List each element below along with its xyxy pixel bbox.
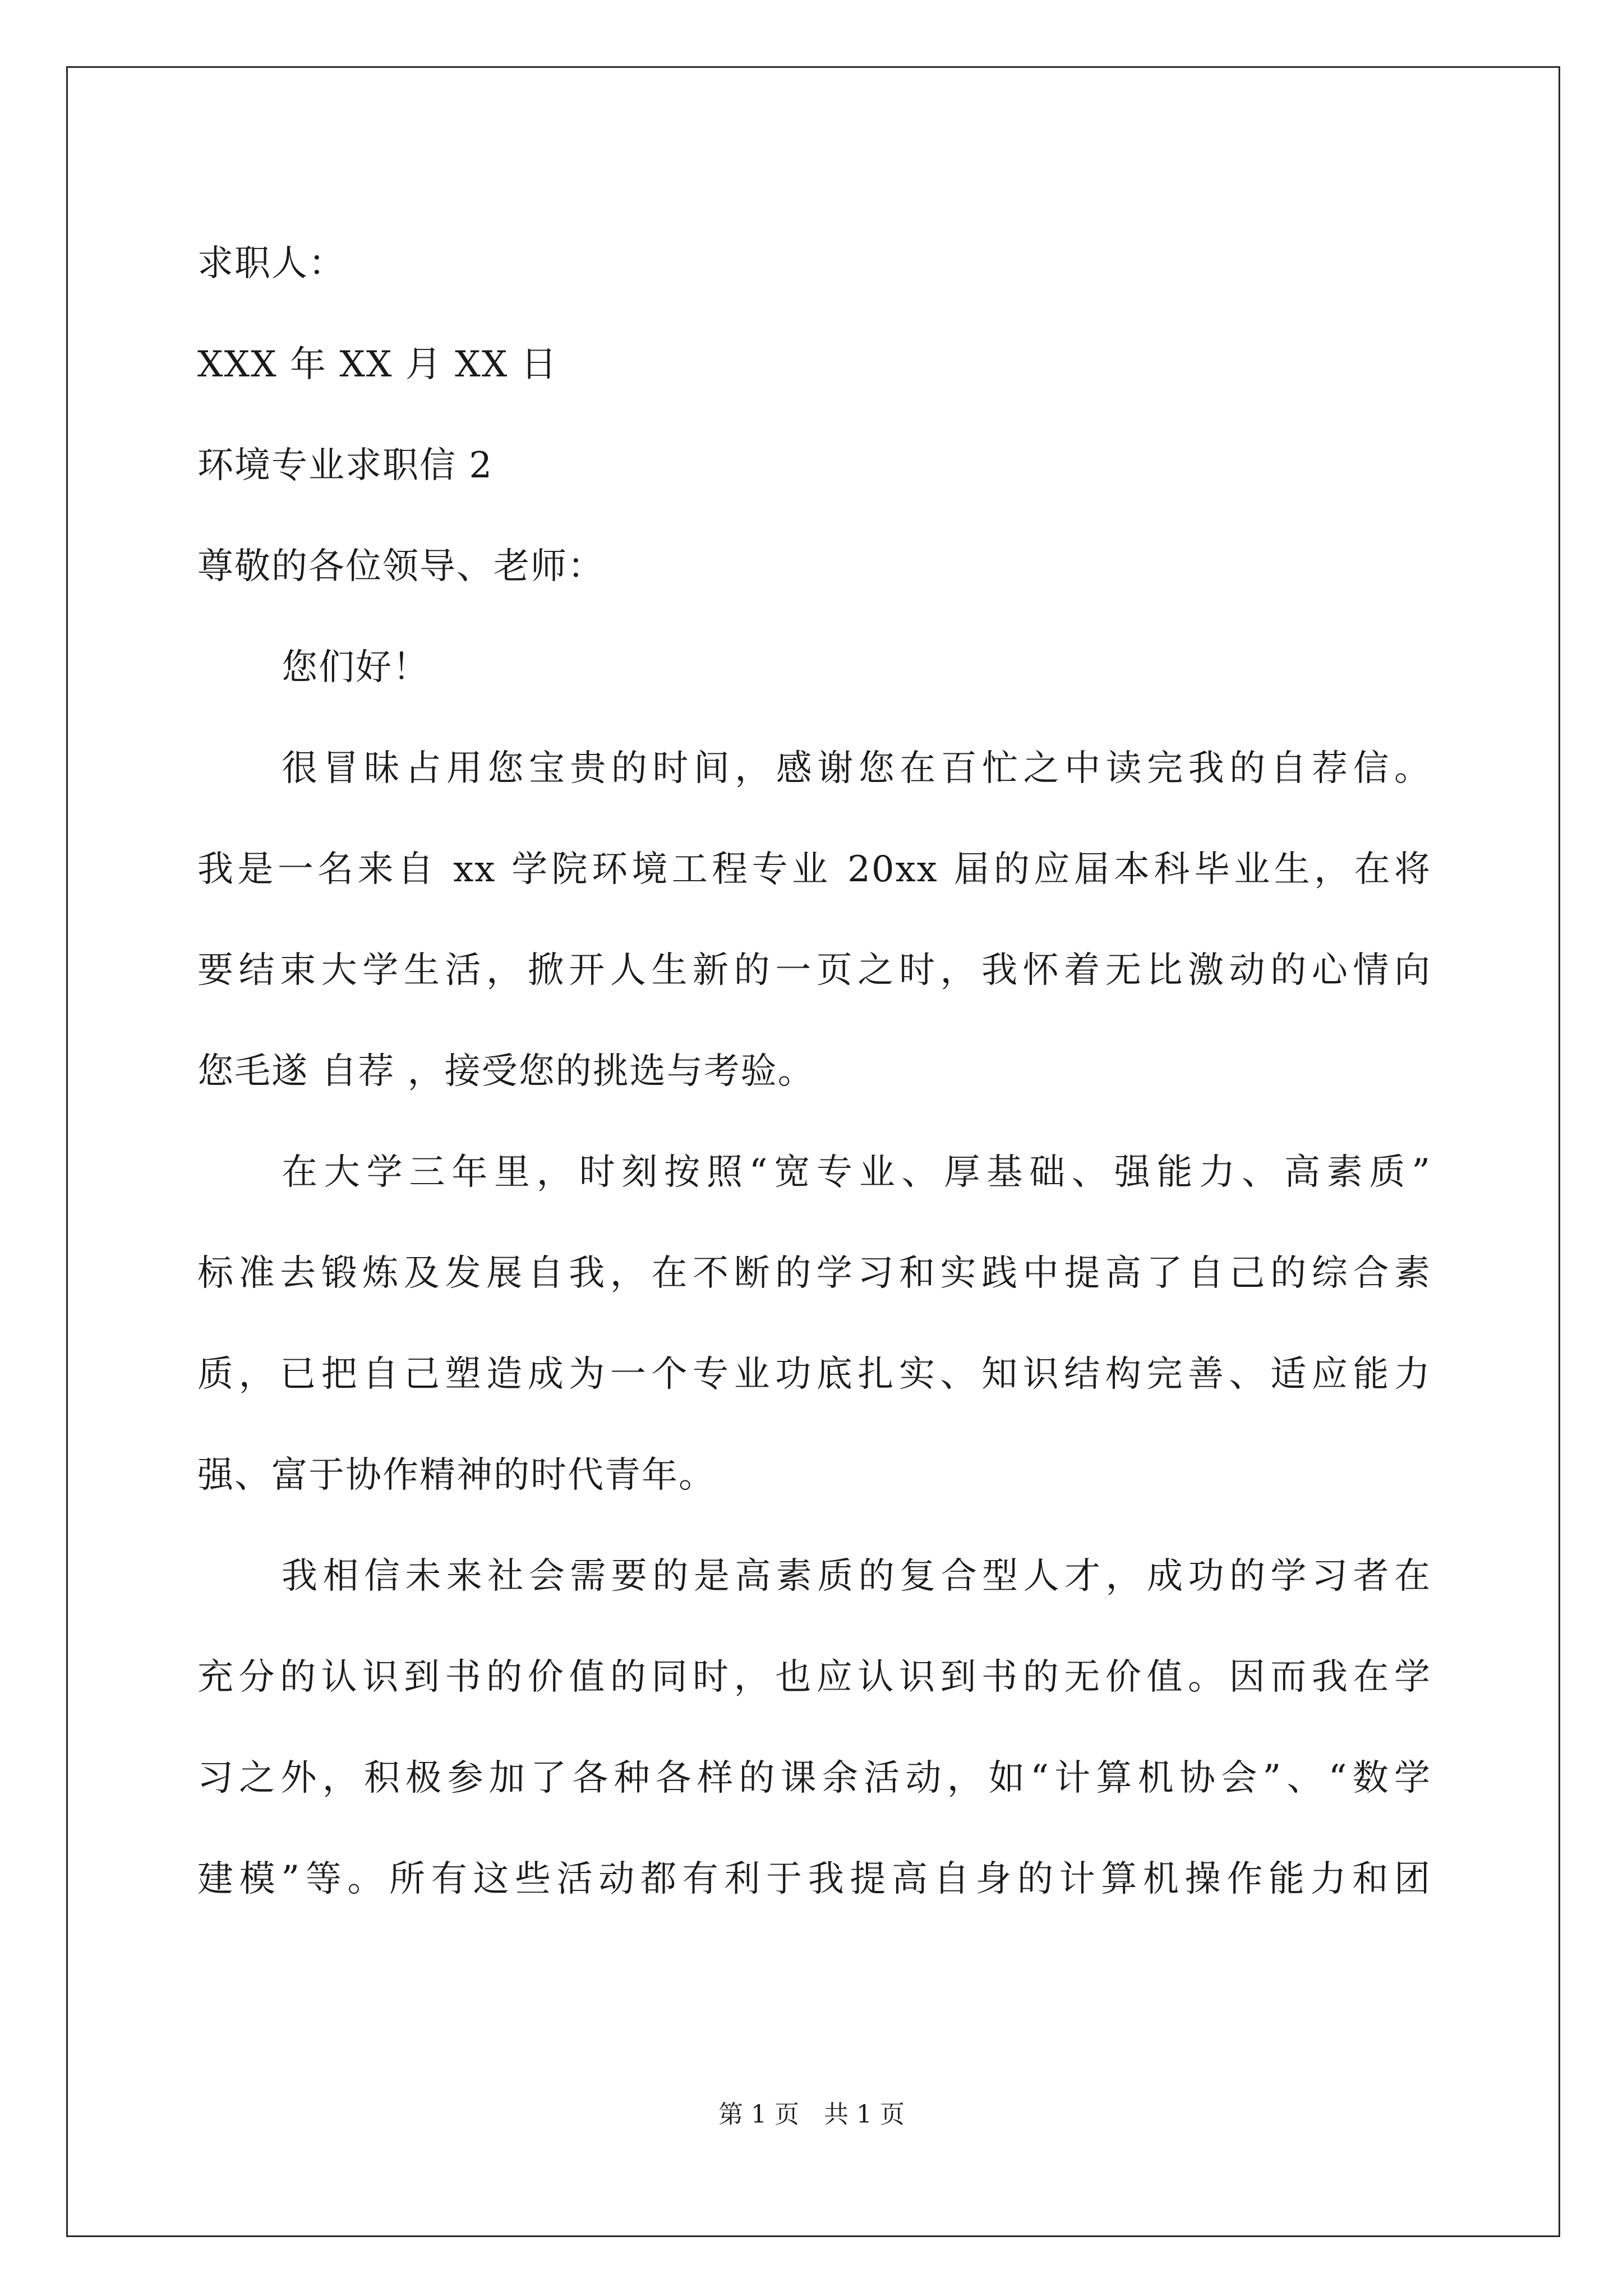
letter-body [197, 213, 1431, 1930]
text-line: 您毛遂 自荐 ，接受您的挑选与考验。 [197, 1051, 815, 1092]
text-line: XXX 年 XX 月 XX 日 [197, 344, 558, 385]
text-line: 我相信未来社会需要的是高素质的复合型人才，成功的学习者在 [282, 1556, 1431, 1597]
text-line: 在大学三年里，时刻按照“宽专业、厚基础、强能力、高素质” [282, 1152, 1431, 1193]
text-line: 要结束大学生活，掀开人生新的一页之时，我怀着无比激动的心情向 [197, 950, 1431, 991]
text-line: 习之外，积极参加了各种各样的课余活动，如“计算机协会”、“数学 [197, 1757, 1431, 1799]
text-line: 建模”等。所有这些活动都有利于我提高自身的计算机操作能力和团 [197, 1858, 1431, 1900]
text-line: 强、富于协作精神的时代青年。 [197, 1455, 716, 1496]
text-line: 很冒昧占用您宝贵的时间，感谢您在百忙之中读完我的自荐信。 [282, 748, 1431, 789]
text-line: 求职人： [197, 243, 345, 284]
text-line: 环境专业求职信 2 [197, 445, 494, 486]
text-line: 我是一名来自 xx 学院环境工程专业 20xx 届的应届本科毕业生，在将 [197, 849, 1431, 890]
text-line: 标准去锻炼及发展自我，在不断的学习和实践中提高了自己的综合素 [197, 1253, 1431, 1294]
text-line: 您们好！ [282, 647, 430, 688]
text-line: 质，已把自己塑造成为一个专业功底扎实、知识结构完善、适应能力 [197, 1354, 1431, 1395]
text-line: 充分的认识到书的价值的同时，也应认识到书的无价值。因而我在学 [197, 1657, 1431, 1698]
page-number: 第 1 页 共 1 页 [718, 2100, 905, 2129]
text-line: 尊敬的各位领导、老师： [197, 546, 605, 587]
